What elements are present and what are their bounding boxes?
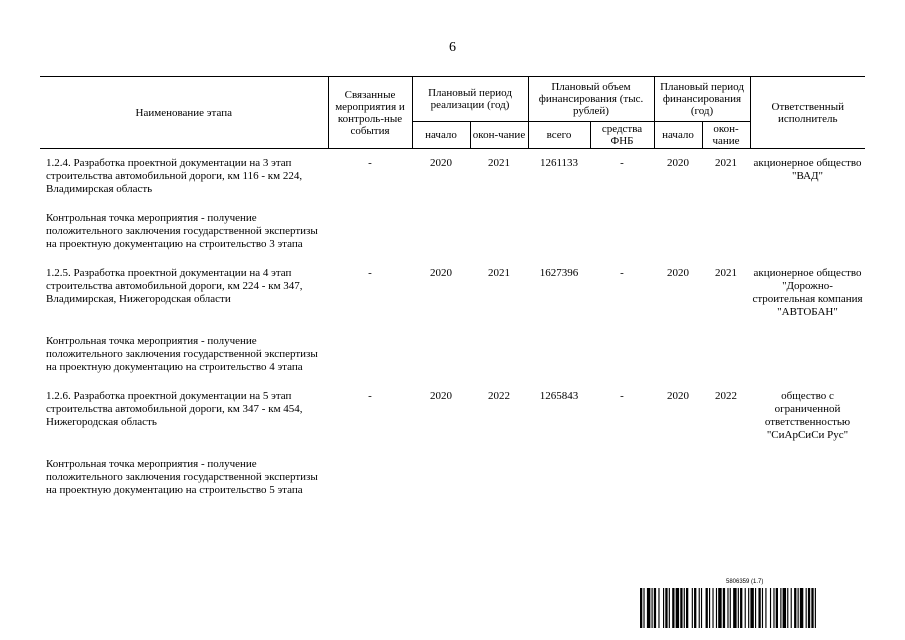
header-plan-end: окон-чание [470, 122, 528, 149]
funding-total: 1265843 [539, 390, 579, 402]
funding-fnb: - [620, 157, 624, 169]
table-row [40, 149, 865, 197]
barcode [640, 579, 865, 629]
header-related-events: Связанные мероприятия и контроль-ные события [328, 77, 412, 149]
fund-start: 2020 [667, 267, 689, 279]
related-events: - [368, 267, 372, 279]
stages-table [40, 76, 865, 505]
fund-end: 2021 [715, 157, 737, 169]
stage-name: 1.2.4. Разработка проектной документации на 3 этап строительства автомобильной дороги, км 116 - км 224, Владимирская область [46, 157, 303, 195]
plan-end: 2021 [488, 267, 510, 279]
fund-end: 2022 [715, 390, 737, 402]
header-plan-funding: Плановый объем финансирования (тыс. рублей) [528, 77, 654, 122]
header-funding-fnb: средства ФНБ [590, 122, 654, 149]
responsible: общество с ограниченной ответственностью "СиАрСиСи Рус" [764, 390, 851, 441]
funding-fnb: - [620, 267, 624, 279]
table-row [40, 382, 865, 442]
plan-end: 2021 [488, 157, 510, 169]
table-body [40, 149, 865, 506]
funding-total: 1261133 [539, 157, 579, 169]
header-stage-name: Наименование этапа [135, 106, 232, 119]
plan-end: 2022 [488, 390, 510, 402]
responsible: акционерное общество "ВАД" [753, 157, 862, 182]
related-events: - [368, 390, 372, 402]
checkpoint-text: Контрольная точка мероприятия - получение положительного заключения государственной экспертизы на проектную документацию на строительство 5 этапа [46, 458, 318, 496]
table-header [40, 77, 865, 149]
plan-start: 2020 [430, 157, 452, 169]
header-responsible: Ответственный исполнитель [750, 77, 865, 149]
fund-start: 2020 [667, 390, 689, 402]
barcode-number: 5806359 (1.7) [726, 579, 764, 585]
plan-start: 2020 [430, 267, 452, 279]
related-events: - [368, 157, 372, 169]
header-plan-start: начало [412, 122, 470, 149]
header-funding-total: всего [528, 122, 590, 149]
plan-start: 2020 [430, 390, 452, 402]
responsible: акционерное общество "Дорожно-строительная компания "АВТОБАН" [752, 267, 863, 318]
header-fund-end: окон-чание [702, 122, 750, 149]
funding-total: 1627396 [539, 267, 579, 279]
stage-name: 1.2.6. Разработка проектной документации на 5 этап строительства автомобильной дороги, км 347 - км 454, Нижегородская область [46, 390, 303, 428]
table-row [40, 259, 865, 319]
fund-end: 2021 [715, 267, 737, 279]
barcode-bars [640, 588, 865, 628]
checkpoint-row [40, 196, 865, 259]
checkpoint-row [40, 319, 865, 382]
fund-start: 2020 [667, 157, 689, 169]
checkpoint-row [40, 442, 865, 505]
header-funding-period: Плановый период финансирования (год) [654, 77, 750, 122]
page-number: 6 [449, 40, 456, 55]
stage-name: 1.2.5. Разработка проектной документации на 4 этап строительства автомобильной дороги, км 224 - км 347, Владимирская, Нижегородская области [46, 267, 303, 305]
checkpoint-text: Контрольная точка мероприятия - получение положительного заключения государственной экспертизы на проектную документацию на строительство 4 этапа [46, 335, 318, 373]
header-fund-start: начало [654, 122, 702, 149]
checkpoint-text: Контрольная точка мероприятия - получение положительного заключения государственной экспертизы на проектную документацию на строительство 3 этапа [46, 212, 318, 250]
funding-fnb: - [620, 390, 624, 402]
header-plan-period: Плановый период реализации (год) [412, 77, 528, 122]
